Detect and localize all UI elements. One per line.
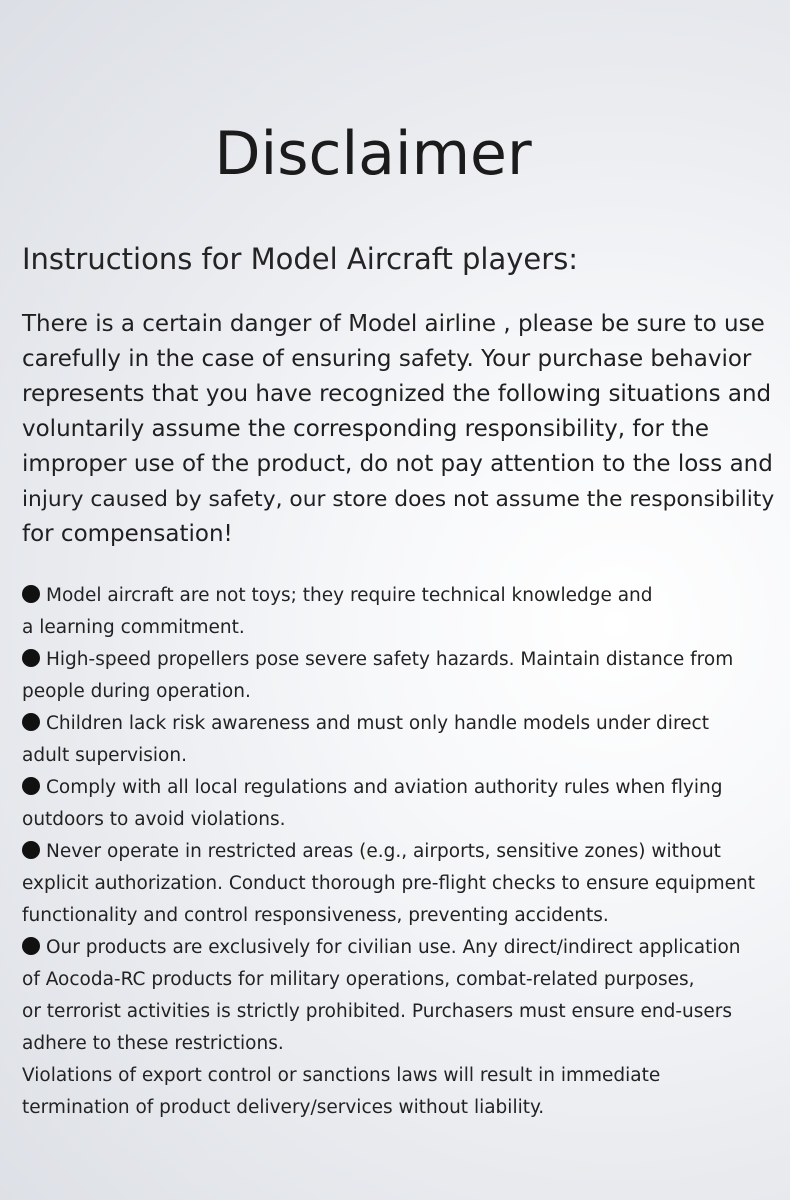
intro-line: injury caused by safety, our store does not assume the responsibility (22, 487, 775, 512)
note-line: a learning commitment. (22, 617, 245, 638)
note-line: termination of product delivery/services without liability. (22, 1097, 545, 1118)
section-subtitle: Instructions for Model Aircraft players: (22, 242, 579, 276)
note-text: Our products are exclusively for civilian use. Any direct/indirect application (46, 937, 741, 958)
safety-notes-list (22, 580, 782, 1124)
note-line (22, 932, 782, 964)
note-text: Comply with all local regulations and aviation authority rules when flying (46, 777, 723, 798)
note-line (22, 644, 782, 676)
note-line: people during operation. (22, 681, 251, 702)
note-line (22, 772, 782, 804)
note-text: Model aircraft are not toys; they require technical knowledge and (46, 585, 653, 606)
intro-line: carefully in the case of ensuring safety. Your purchase behavior (22, 346, 752, 372)
note-line: explicit authorization. Conduct thorough pre-flight checks to ensure equipment (22, 873, 756, 894)
note-line: or terrorist activities is strictly prohibited. Purchasers must ensure end-users (22, 1001, 732, 1022)
bullet-icon (22, 713, 40, 731)
note-line: adhere to these restrictions. (22, 1033, 284, 1054)
intro-line: represents that you have recognized the following situations and (22, 381, 772, 407)
note-line: Violations of export control or sanctions laws will result in immediate (22, 1065, 661, 1086)
bullet-icon (22, 937, 40, 955)
note-line (22, 708, 782, 740)
note-line: of Aocoda-RC products for military operations, combat-related purposes, (22, 969, 695, 990)
bullet-icon (22, 585, 40, 603)
intro-paragraph (22, 307, 782, 552)
note-text: High-speed propellers pose severe safety hazards. Maintain distance from (46, 649, 734, 670)
intro-line: for compensation! (22, 521, 233, 547)
note-line (22, 580, 782, 612)
intro-line: There is a certain danger of Model airline , please be sure to use (22, 311, 765, 337)
note-line: outdoors to avoid violations. (22, 809, 286, 830)
bullet-icon (22, 777, 40, 795)
note-text: Children lack risk awareness and must only handle models under direct (46, 713, 709, 734)
page-title: Disclaimer (214, 119, 532, 189)
note-line: functionality and control responsiveness, preventing accidents. (22, 905, 609, 926)
note-text: Never operate in restricted areas (e.g., airports, sensitive zones) without (46, 841, 721, 862)
bullet-icon (22, 841, 40, 859)
bullet-icon (22, 649, 40, 667)
intro-line: improper use of the product, do not pay attention to the loss and (22, 451, 773, 477)
note-line (22, 836, 782, 868)
note-line: adult supervision. (22, 745, 187, 766)
intro-line: voluntarily assume the corresponding responsibility, for the (22, 416, 710, 442)
